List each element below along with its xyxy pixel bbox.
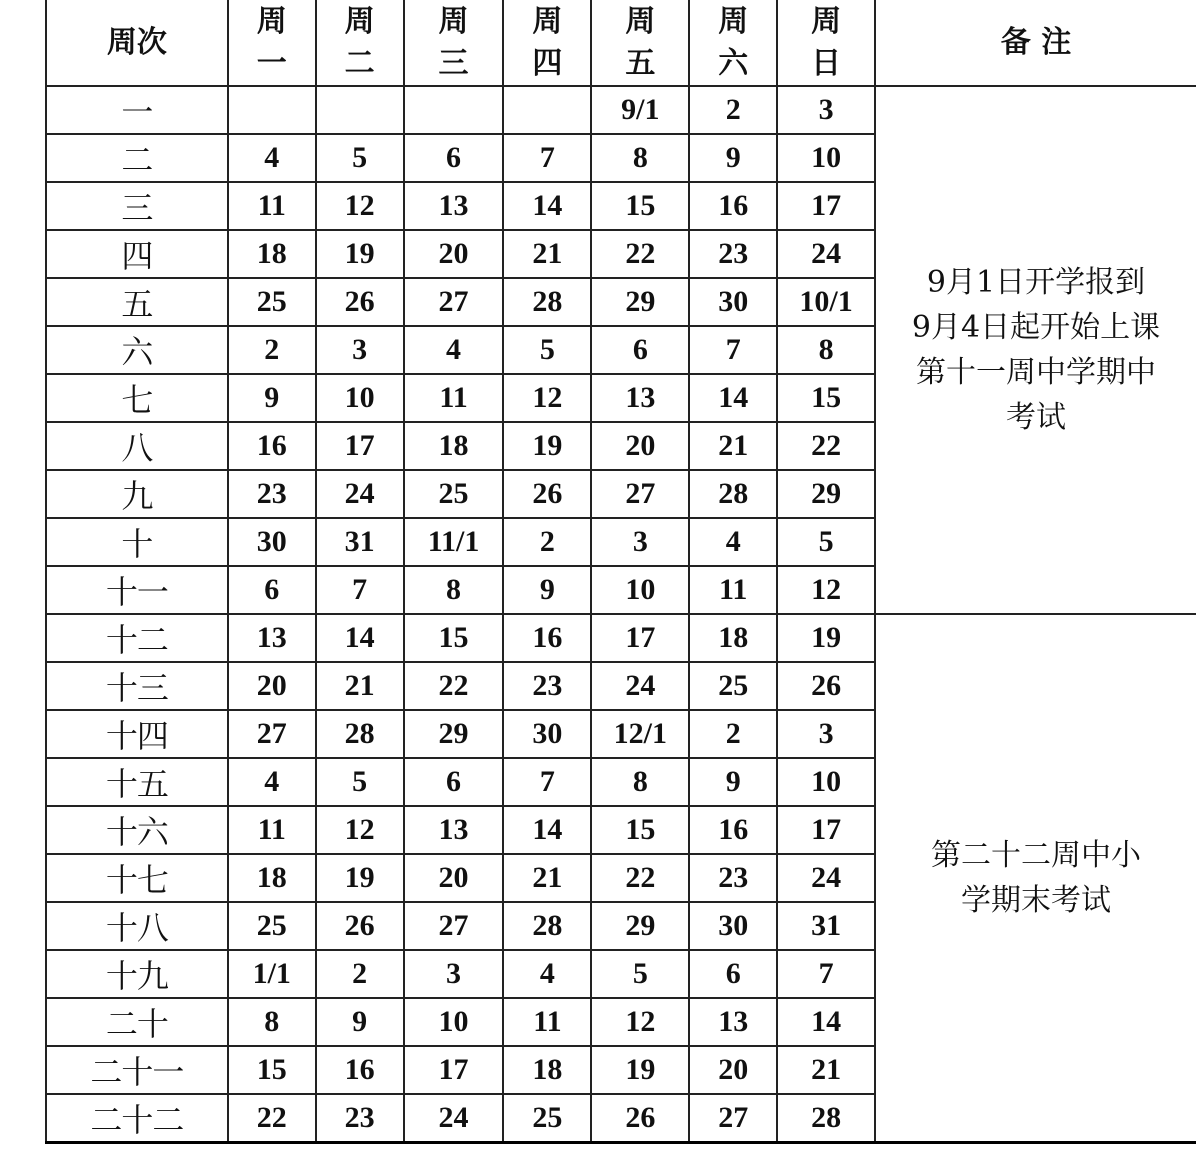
day-cell: 24 — [404, 1094, 504, 1143]
week-label: 十六 — [46, 806, 228, 854]
day-cell: 19 — [503, 422, 591, 470]
day-cell: 12 — [503, 374, 591, 422]
day-cell: 8 — [228, 998, 316, 1046]
day-cell: 7 — [503, 758, 591, 806]
day-cell: 2 — [228, 326, 316, 374]
day-cell: 21 — [503, 854, 591, 902]
day-cell: 8 — [591, 758, 689, 806]
day-cell: 10 — [316, 374, 404, 422]
day-cell: 18 — [689, 614, 777, 662]
day-cell: 15 — [228, 1046, 316, 1094]
day-cell: 19 — [777, 614, 875, 662]
header-row — [46, 0, 1196, 86]
remark-line: 考试 — [1006, 400, 1067, 435]
day-cell: 5 — [591, 950, 689, 998]
day-cell: 15 — [591, 182, 689, 230]
day-cell: 26 — [777, 662, 875, 710]
day-cell: 3 — [404, 950, 504, 998]
day-cell: 20 — [689, 1046, 777, 1094]
day-cell: 27 — [689, 1094, 777, 1143]
day-cell — [316, 86, 404, 134]
week-label: 六 — [46, 326, 228, 374]
day-cell: 28 — [503, 278, 591, 326]
day-cell: 9 — [316, 998, 404, 1046]
day-cell: 17 — [404, 1046, 504, 1094]
day-cell: 22 — [591, 854, 689, 902]
calendar-body — [46, 86, 1196, 1143]
remark-line: 9月1日开学报到 — [926, 265, 1146, 300]
week-row — [46, 614, 1196, 662]
day-cell: 18 — [228, 230, 316, 278]
week-label: 七 — [46, 374, 228, 422]
day-cell: 6 — [591, 326, 689, 374]
day-cell: 27 — [228, 710, 316, 758]
day-cell: 15 — [591, 806, 689, 854]
day-cell: 25 — [689, 662, 777, 710]
week-label: 十八 — [46, 902, 228, 950]
week-label: 八 — [46, 422, 228, 470]
day-cell: 13 — [591, 374, 689, 422]
day-cell: 9 — [689, 758, 777, 806]
day-cell: 14 — [689, 374, 777, 422]
day-cell: 2 — [503, 518, 591, 566]
day-cell: 7 — [689, 326, 777, 374]
day-cell: 24 — [591, 662, 689, 710]
day-cell: 4 — [228, 134, 316, 182]
week-column-header: 周次 — [46, 0, 228, 86]
week-label: 十 — [46, 518, 228, 566]
day-cell: 28 — [316, 710, 404, 758]
day-cell: 7 — [316, 566, 404, 614]
day-cell: 14 — [777, 998, 875, 1046]
day-cell: 5 — [777, 518, 875, 566]
week-row — [46, 86, 1196, 134]
day-cell: 26 — [503, 470, 591, 518]
day-cell: 4 — [404, 326, 504, 374]
day-cell: 11 — [404, 374, 504, 422]
day-cell: 18 — [404, 422, 504, 470]
day-cell: 2 — [689, 710, 777, 758]
week-label: 四 — [46, 230, 228, 278]
week-label: 二十 — [46, 998, 228, 1046]
day-cell — [404, 86, 504, 134]
day-cell: 24 — [777, 854, 875, 902]
day-cell: 28 — [689, 470, 777, 518]
day-cell: 21 — [316, 662, 404, 710]
remark-line: 第十一周中学期中 — [916, 355, 1157, 390]
day-cell: 5 — [503, 326, 591, 374]
day-cell: 16 — [228, 422, 316, 470]
day-cell: 14 — [503, 806, 591, 854]
day-cell: 25 — [228, 902, 316, 950]
week-label: 十九 — [46, 950, 228, 998]
day-cell: 9/1 — [591, 86, 689, 134]
day-cell: 14 — [503, 182, 591, 230]
day-cell: 29 — [777, 470, 875, 518]
day-cell: 17 — [777, 806, 875, 854]
day-cell: 10 — [777, 134, 875, 182]
week-label: 十五 — [46, 758, 228, 806]
day-cell: 18 — [228, 854, 316, 902]
day-cell: 22 — [404, 662, 504, 710]
day-cell: 7 — [503, 134, 591, 182]
day-cell: 16 — [316, 1046, 404, 1094]
day-cell — [228, 86, 316, 134]
day-cell: 23 — [503, 662, 591, 710]
day-cell: 29 — [404, 710, 504, 758]
week-label: 二 — [46, 134, 228, 182]
day-cell: 19 — [591, 1046, 689, 1094]
day-cell: 11 — [228, 182, 316, 230]
day-cell: 7 — [777, 950, 875, 998]
day-cell: 6 — [689, 950, 777, 998]
remark-line: 学期末考试 — [961, 883, 1112, 918]
day-cell: 30 — [689, 278, 777, 326]
day-cell: 29 — [591, 902, 689, 950]
day-cell: 23 — [689, 854, 777, 902]
day-cell: 23 — [228, 470, 316, 518]
day-cell: 30 — [503, 710, 591, 758]
remarks-column-header: 备 注 — [875, 0, 1196, 86]
week-label: 九 — [46, 470, 228, 518]
week-label: 十二 — [46, 614, 228, 662]
day-header-thu: 周 四 — [503, 0, 591, 86]
day-cell: 16 — [689, 182, 777, 230]
day-cell: 24 — [316, 470, 404, 518]
day-cell: 22 — [228, 1094, 316, 1143]
day-cell: 20 — [228, 662, 316, 710]
day-cell: 3 — [316, 326, 404, 374]
day-header-wed: 周 三 — [404, 0, 504, 86]
day-cell: 27 — [404, 278, 504, 326]
day-cell: 3 — [591, 518, 689, 566]
day-cell: 16 — [689, 806, 777, 854]
day-cell: 23 — [689, 230, 777, 278]
day-cell: 21 — [777, 1046, 875, 1094]
day-cell: 8 — [404, 566, 504, 614]
week-label: 十三 — [46, 662, 228, 710]
day-cell: 28 — [777, 1094, 875, 1143]
day-cell: 30 — [228, 518, 316, 566]
day-cell: 29 — [591, 278, 689, 326]
day-header-fri: 周 五 — [591, 0, 689, 86]
day-cell: 17 — [591, 614, 689, 662]
day-cell: 11 — [228, 806, 316, 854]
day-cell: 4 — [503, 950, 591, 998]
day-cell: 11/1 — [404, 518, 504, 566]
day-cell: 2 — [689, 86, 777, 134]
day-cell: 6 — [404, 758, 504, 806]
day-cell: 24 — [777, 230, 875, 278]
day-cell: 12 — [316, 182, 404, 230]
day-cell: 13 — [689, 998, 777, 1046]
day-cell: 26 — [316, 278, 404, 326]
day-cell: 5 — [316, 134, 404, 182]
day-cell: 15 — [404, 614, 504, 662]
day-cell: 11 — [503, 998, 591, 1046]
week-label: 十一 — [46, 566, 228, 614]
day-cell: 8 — [777, 326, 875, 374]
week-label: 二十一 — [46, 1046, 228, 1094]
day-header-tue: 周 二 — [316, 0, 404, 86]
day-cell: 3 — [777, 710, 875, 758]
remark-line: 第二十二周中小 — [931, 838, 1142, 873]
day-cell: 20 — [404, 230, 504, 278]
day-cell: 8 — [591, 134, 689, 182]
day-cell: 10 — [404, 998, 504, 1046]
day-cell: 18 — [503, 1046, 591, 1094]
day-cell: 25 — [503, 1094, 591, 1143]
day-cell: 31 — [316, 518, 404, 566]
day-cell: 13 — [228, 614, 316, 662]
day-cell: 14 — [316, 614, 404, 662]
day-cell: 16 — [503, 614, 591, 662]
day-cell: 30 — [689, 902, 777, 950]
day-cell: 27 — [591, 470, 689, 518]
day-cell: 21 — [689, 422, 777, 470]
day-cell: 10 — [777, 758, 875, 806]
day-cell: 22 — [591, 230, 689, 278]
remark-cell — [875, 86, 1196, 614]
day-cell: 20 — [404, 854, 504, 902]
day-cell: 5 — [316, 758, 404, 806]
week-label: 五 — [46, 278, 228, 326]
day-cell: 9 — [503, 566, 591, 614]
day-cell: 21 — [503, 230, 591, 278]
day-cell: 23 — [316, 1094, 404, 1143]
day-cell: 26 — [591, 1094, 689, 1143]
day-cell: 11 — [689, 566, 777, 614]
day-cell: 12 — [777, 566, 875, 614]
day-cell: 3 — [777, 86, 875, 134]
remark-line: 9月4日起开始上课 — [911, 310, 1161, 345]
day-cell: 25 — [404, 470, 504, 518]
day-cell: 22 — [777, 422, 875, 470]
week-label: 十七 — [46, 854, 228, 902]
day-cell: 27 — [404, 902, 504, 950]
day-cell: 4 — [228, 758, 316, 806]
day-cell: 10 — [591, 566, 689, 614]
day-cell: 17 — [316, 422, 404, 470]
school-calendar-table — [45, 0, 1196, 1144]
day-cell: 31 — [777, 902, 875, 950]
day-header-sat: 周 六 — [689, 0, 777, 86]
day-cell: 2 — [316, 950, 404, 998]
day-cell: 28 — [503, 902, 591, 950]
week-label: 三 — [46, 182, 228, 230]
day-header-mon: 周 一 — [228, 0, 316, 86]
day-cell: 6 — [228, 566, 316, 614]
day-cell: 13 — [404, 182, 504, 230]
day-cell: 12 — [591, 998, 689, 1046]
day-cell: 20 — [591, 422, 689, 470]
day-cell — [503, 86, 591, 134]
week-label: 十四 — [46, 710, 228, 758]
day-header-sun: 周 日 — [777, 0, 875, 86]
day-cell: 1/1 — [228, 950, 316, 998]
day-cell: 19 — [316, 854, 404, 902]
day-cell: 19 — [316, 230, 404, 278]
week-label: 一 — [46, 86, 228, 134]
day-cell: 12 — [316, 806, 404, 854]
week-label: 二十二 — [46, 1094, 228, 1143]
day-cell: 9 — [228, 374, 316, 422]
day-cell: 26 — [316, 902, 404, 950]
remark-cell — [875, 614, 1196, 1143]
day-cell: 6 — [404, 134, 504, 182]
day-cell: 15 — [777, 374, 875, 422]
day-cell: 17 — [777, 182, 875, 230]
day-cell: 4 — [689, 518, 777, 566]
day-cell: 10/1 — [777, 278, 875, 326]
day-cell: 25 — [228, 278, 316, 326]
day-cell: 12/1 — [591, 710, 689, 758]
day-cell: 9 — [689, 134, 777, 182]
day-cell: 13 — [404, 806, 504, 854]
